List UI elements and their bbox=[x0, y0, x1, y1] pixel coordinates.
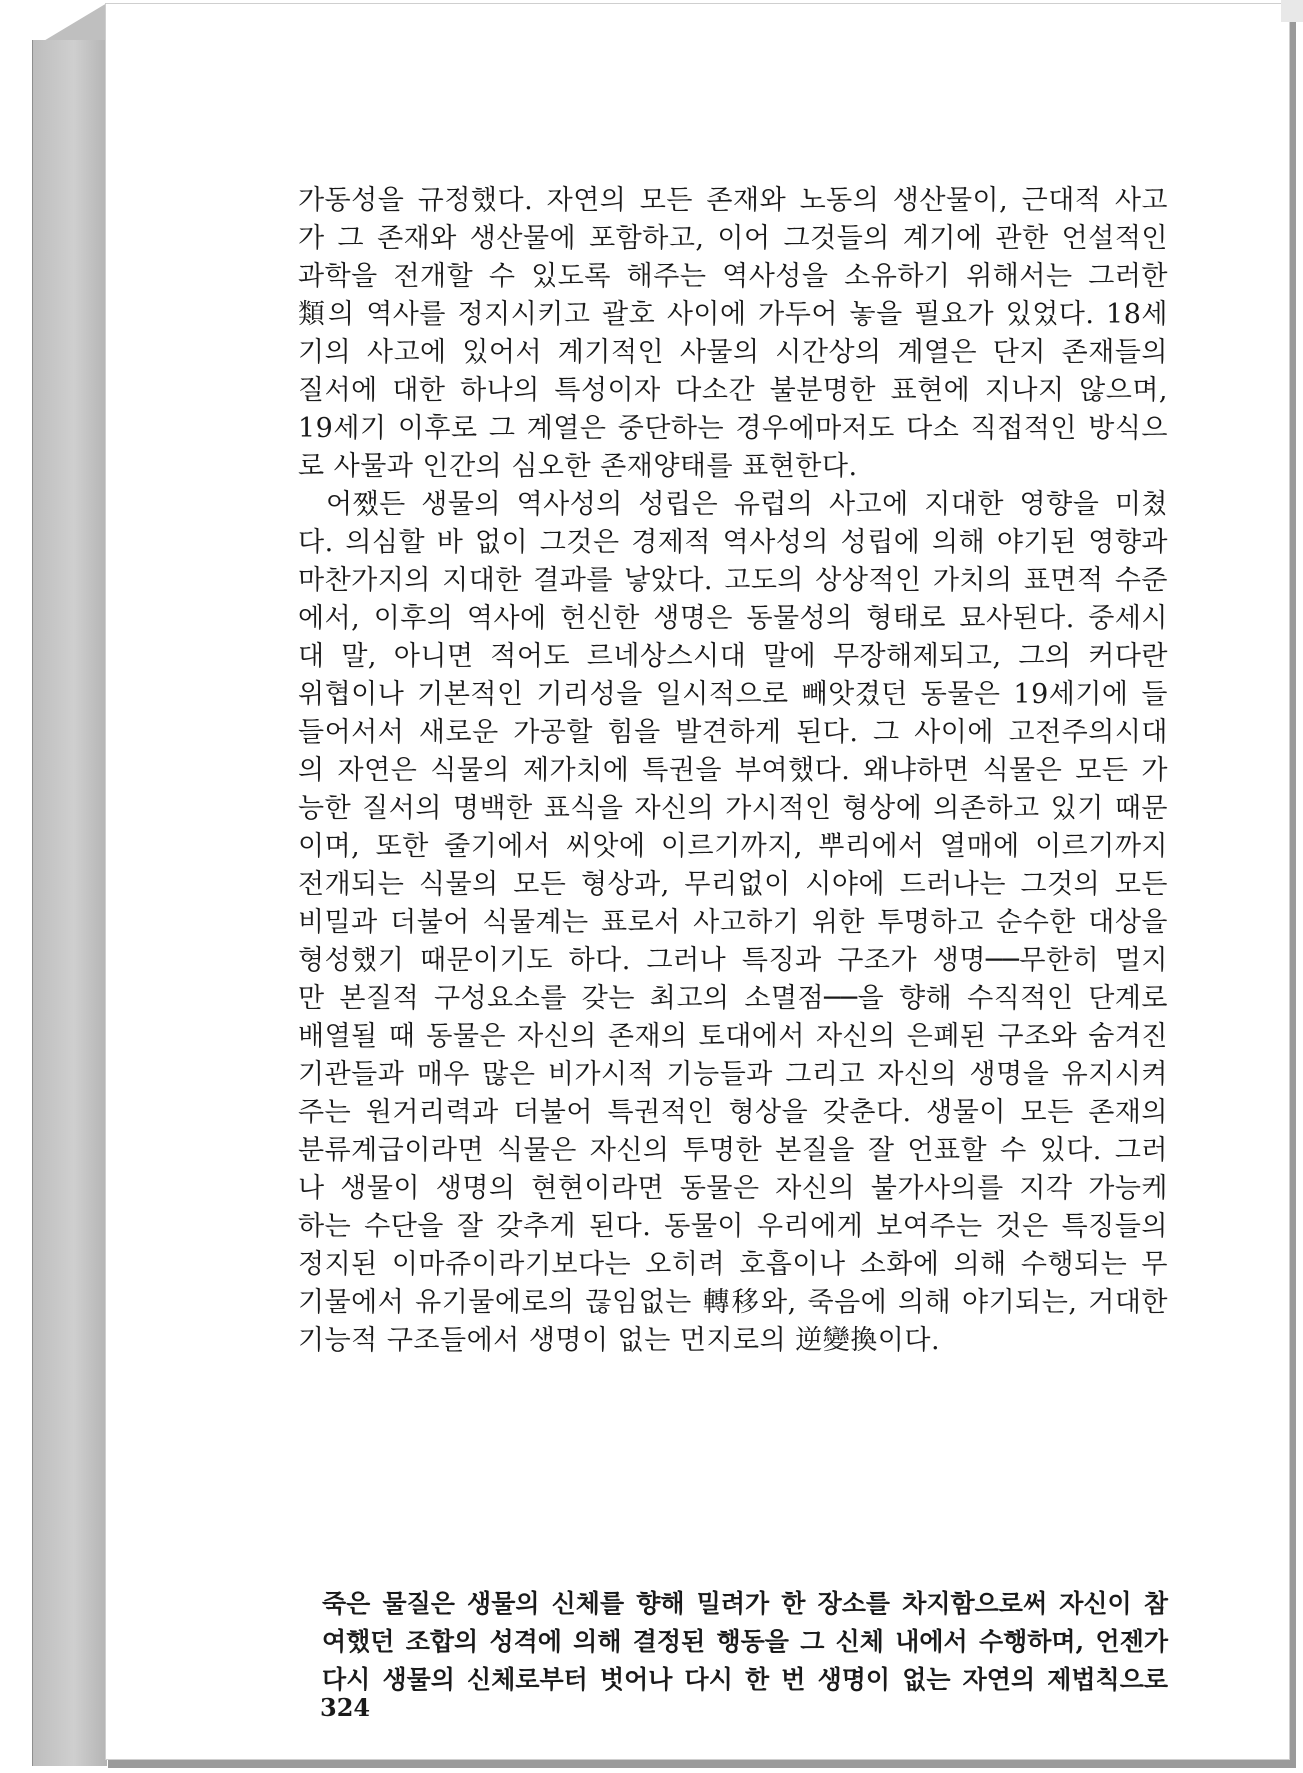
body-line: 만 본질적 구성요소를 갖는 최고의 소멸점──을 향해 수직적인 단계로 bbox=[298, 983, 1168, 1014]
body-line: 정지된 이마쥬이라기보다는 오히려 호흡이나 소화에 의해 수행되는 무 bbox=[298, 1249, 1168, 1280]
body-line: 배열될 때 동물은 자신의 존재의 토대에서 자신의 은폐된 구조와 숨겨진 bbox=[298, 1021, 1168, 1052]
block-quote bbox=[322, 1585, 1168, 1699]
body-line: 로 사물과 인간의 심오한 존재양태를 표현한다. bbox=[298, 451, 858, 482]
body-line: 대 말, 아니면 적어도 르네상스시대 말에 무장해제되고, 그의 커다란 bbox=[298, 641, 1168, 672]
body-line: 들어서서 새로운 가공할 힘을 발견하게 된다. 그 사이에 고전주의시대 bbox=[298, 717, 1168, 748]
body-line: 가동성을 규정했다. 자연의 모든 존재와 노동의 생산물이, 근대적 사고 bbox=[298, 185, 1168, 216]
book-spine bbox=[32, 40, 107, 1766]
body-line: 전개되는 식물의 모든 형상과, 무리없이 시야에 드러나는 그것의 모든 bbox=[298, 869, 1168, 900]
body-line: 類의 역사를 정지시키고 괄호 사이에 가두어 놓을 필요가 있었다. 18세 bbox=[298, 299, 1168, 330]
body-line: 형성했기 때문이기도 하다. 그러나 특징과 구조가 생명──무한히 멀지 bbox=[298, 945, 1168, 976]
body-line: 기관들과 매우 많은 비가시적 기능들과 그리고 자신의 생명을 유지시켜 bbox=[298, 1059, 1168, 1090]
body-line: 19세기 이후로 그 계열은 중단하는 경우에마저도 다소 직접적인 방식으 bbox=[298, 413, 1168, 444]
body-line: 다. 의심할 바 없이 그것은 경제적 역사성의 성립에 의해 야기된 영향과 bbox=[298, 527, 1168, 558]
page-corner bbox=[1281, 0, 1303, 22]
body-line: 에서, 이후의 역사에 헌신한 생명은 동물성의 형태로 묘사된다. 중세시 bbox=[298, 603, 1168, 634]
body-line: 비밀과 더불어 식물계는 표로서 사고하기 위한 투명하고 순수한 대상을 bbox=[298, 907, 1168, 938]
quote-line: 죽은 물질은 생물의 신체를 향해 밀려가 한 장소를 차지함으로써 자신이 참 bbox=[322, 1589, 1168, 1618]
body-line: 마찬가지의 지대한 결과를 낳았다. 고도의 상상적인 가치의 표면적 수준 bbox=[298, 565, 1168, 596]
body-line: 분류계급이라면 식물은 자신의 투명한 본질을 잘 언표할 수 있다. 그러 bbox=[298, 1135, 1168, 1166]
body-line: 능한 질서의 명백한 표식을 자신의 가시적인 형상에 의존하고 있기 때문 bbox=[298, 793, 1168, 824]
body-line: 이며, 또한 줄기에서 씨앗에 이르기까지, 뿌리에서 열매에 이르기까지 bbox=[298, 831, 1168, 862]
body-line: 과학을 전개할 수 있도록 해주는 역사성을 소유하기 위해서는 그러한 bbox=[298, 261, 1168, 292]
body-text bbox=[298, 182, 1168, 1360]
page-number: 324 bbox=[320, 1693, 371, 1722]
body-line: 하는 수단을 잘 갖추게 된다. 동물이 우리에게 보여주는 것은 특징들의 bbox=[298, 1211, 1168, 1242]
body-line: 가 그 존재와 생산물에 포함하고, 이어 그것들의 계기에 관한 언설적인 bbox=[298, 223, 1168, 254]
body-line: 질서에 대한 하나의 특성이자 다소간 불분명한 표현에 지나지 않으며, bbox=[298, 375, 1168, 406]
body-line: 어쨌든 생물의 역사성의 성립은 유럽의 사고에 지대한 영향을 미쳤 bbox=[326, 489, 1168, 520]
body-line: 나 생물이 생명의 현현이라면 동물은 자신의 불가사의를 지각 가능케 bbox=[298, 1173, 1168, 1204]
body-line: 기의 사고에 있어서 계기적인 사물의 시간상의 계열은 단지 존재들의 bbox=[298, 337, 1168, 368]
body-line: 기물에서 유기물에로의 끊임없는 轉移와, 죽음에 의해 야기되는, 거대한 bbox=[298, 1287, 1168, 1318]
body-line: 기능적 구조들에서 생명이 없는 먼지로의 逆變換이다. bbox=[298, 1325, 941, 1356]
quote-line: 여했던 조합의 성격에 의해 결정된 행동을 그 신체 내에서 수행하며, 언젠가 bbox=[322, 1627, 1168, 1656]
body-line: 위협이나 기본적인 기리성을 일시적으로 빼앗겼던 동물은 19세기에 들 bbox=[298, 679, 1168, 710]
body-line: 주는 원거리력과 더불어 특권적인 형상을 갖춘다. 생물이 모든 존재의 bbox=[298, 1097, 1168, 1128]
quote-line: 다시 생물의 신체로부터 벗어나 다시 한 번 생명이 없는 자연의 제법칙으로 bbox=[322, 1665, 1168, 1694]
body-line: 의 자연은 식물의 제가치에 특권을 부여했다. 왜냐하면 식물은 모든 가 bbox=[298, 755, 1168, 786]
